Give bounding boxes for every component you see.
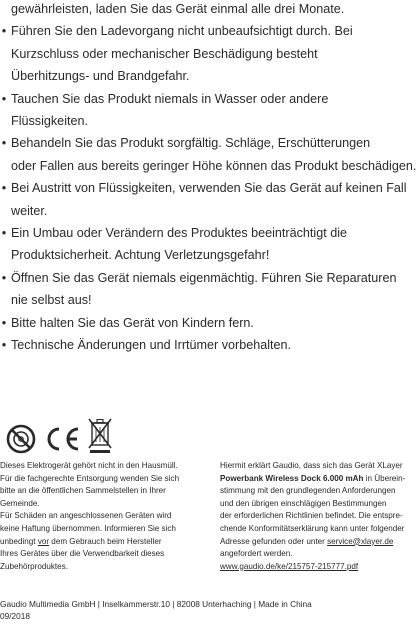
bullet-text: Behandeln Sie das Produkt sorgfältig. Schläge, Erschütterungen oder Fallen aus bereits geringer Höhe können das Produkt beschädigen. bbox=[11, 136, 417, 173]
bullet-dot: • bbox=[1, 338, 7, 353]
bullet-text: Technische Änderungen und Irrtümer vorbehalten. bbox=[11, 338, 292, 353]
company-address: Gaudio Multimedia GmbH | Inselkammerstr.10 | 82008 Unterhaching | Made in China bbox=[0, 599, 312, 609]
no-cd-icon bbox=[6, 424, 36, 454]
bullet-dot: • bbox=[1, 226, 7, 241]
bullet-dot: • bbox=[1, 91, 7, 106]
declaration-text-2: in Überein- stimmung mit den grundlegenden Anforderungen und den übrigen einschlägigen Bestimmungen der erforderlichen Richtlinien befindet. Die entspre- chende Konformitätserklärung kann unter folgender Adresse gefunden oder unter bbox=[220, 473, 406, 546]
safety-bullet bbox=[0, 312, 420, 334]
bullet-text: Führen Sie den Ladevorgang nicht unbeaufsichtigt durch. Bei Kurzschluss oder mechanischer Beschädigung besteht Überhitzungs- und Brandgefahr. bbox=[11, 24, 353, 84]
ce-mark-icon bbox=[42, 424, 82, 454]
bullet-dot: • bbox=[1, 136, 7, 151]
safety-bullet bbox=[0, 20, 420, 87]
disposal-text: Dieses Elektrogerät gehört nicht in den Hausmüll. Für die fachgerechte Entsorgung wenden Sie sich bitte an die öffentlichen Sammelstellen in Ihrer Gemeinde. Für Schäden an angeschlossenen Geräten wird keine Haftung übernommen. Informieren Sie sich unbedingt bbox=[0, 461, 180, 546]
safety-bullet bbox=[0, 334, 420, 356]
safety-bullet bbox=[0, 222, 420, 267]
service-email-link[interactable]: service@xlayer.de bbox=[327, 536, 394, 546]
bullet-text: Öffnen Sie das Gerät niemals eigenmächtig. Führen Sie Reparaturen nie selbst aus! bbox=[11, 270, 397, 308]
imprint-footer bbox=[0, 598, 312, 622]
disposal-notice bbox=[0, 460, 205, 573]
bullet-text: Bei Austritt von Flüssigkeiten, verwenden Sie das Gerät auf keinen Fall weiter. bbox=[11, 181, 407, 218]
bullet-dot: • bbox=[1, 181, 7, 196]
safety-bullet bbox=[0, 88, 420, 133]
crossed-bin-icon bbox=[88, 418, 112, 454]
safety-bullet bbox=[0, 177, 420, 222]
product-name: Powerbank Wireless Dock 6.000 mAh bbox=[220, 473, 364, 483]
safety-bullet bbox=[0, 267, 420, 312]
conformity-declaration bbox=[220, 460, 420, 573]
bullet-text: Ein Umbau oder Verändern des Produktes beeinträchtigt die Produktsicherheit. Achtung Verletzungsgefahr! bbox=[11, 226, 348, 263]
bullet-dot: • bbox=[1, 315, 7, 330]
certification-icons bbox=[6, 418, 112, 454]
emphasis-before: vor bbox=[37, 536, 50, 546]
declaration-text: Hiermit erklärt Gaudio, dass sich das Gerät XLayer bbox=[220, 461, 403, 470]
print-date: 09/2018 bbox=[0, 611, 30, 621]
bullet-dot: • bbox=[1, 270, 7, 285]
bullet-dot: • bbox=[1, 24, 7, 39]
safety-bullet bbox=[0, 132, 420, 177]
bullet-text: Bitte halten Sie das Gerät von Kindern fern. bbox=[11, 315, 254, 330]
continuation-line: gewährleisten, laden Sie das Gerät einmal alle drei Monate. bbox=[11, 2, 345, 16]
bullet-text: Tauchen Sie das Produkt niemals in Wasser oder andere Flüssigkeiten. bbox=[11, 91, 329, 129]
declaration-pdf-link[interactable]: www.gaudio.de/ke/215757-215777.pdf bbox=[220, 561, 359, 571]
disposal-text-end: dem Gebrauch beim Hersteller Ihres Gerätes über die Verwendbarkeit dieses Zubehörproduktes. bbox=[0, 536, 165, 571]
declaration-text-3: angefordert werden. bbox=[220, 549, 293, 559]
